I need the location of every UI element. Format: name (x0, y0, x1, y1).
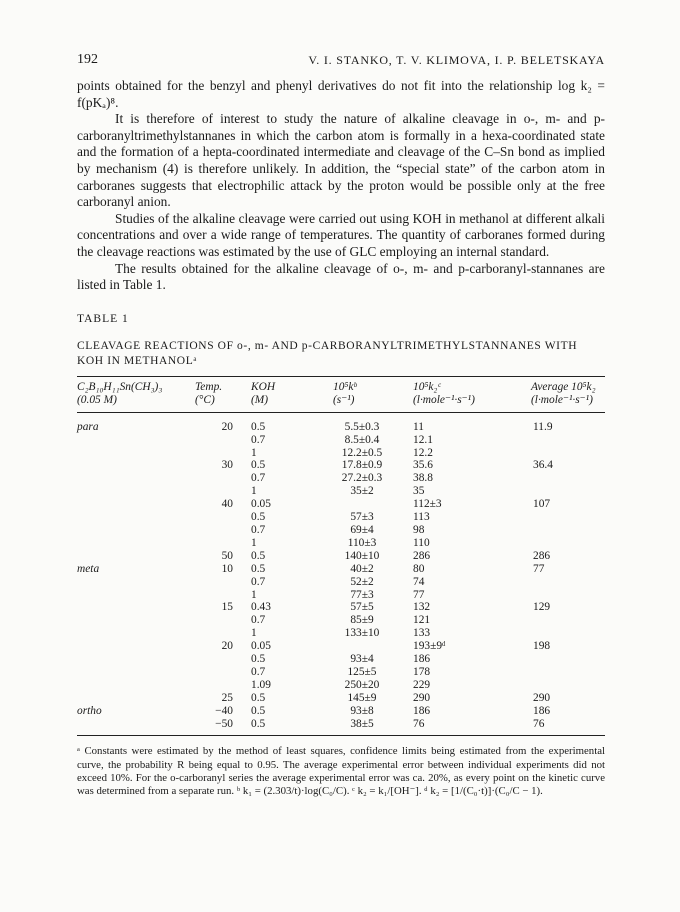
cell-average-k2 (503, 666, 605, 679)
header-koh: KOH (M) (251, 380, 276, 406)
cell-temp (185, 524, 251, 537)
cell-compound (77, 447, 185, 460)
cell-k1: 93±4 (350, 653, 374, 666)
cell-k2: 12.2 (413, 446, 433, 459)
header-k2: 10⁵k₂ᶜ (l·mole⁻¹·s⁻¹) (413, 380, 475, 406)
cell-koh: 0.43 (251, 601, 271, 614)
cell-temp: 20 (221, 420, 233, 433)
cell-average-k2: 107 (533, 498, 551, 511)
cell-temp (185, 614, 251, 627)
cell-k2: 98 (413, 523, 425, 536)
cell-temp: 50 (221, 549, 233, 562)
cell-k1: 133±10 (344, 627, 380, 640)
table-row (77, 511, 605, 524)
cell-compound (77, 472, 185, 485)
running-title-authors: V. I. STANKO, T. V. KLIMOVA, I. P. BELETSKAYA (308, 53, 605, 67)
table-row (77, 550, 605, 563)
cell-k1: 27.2±0.3 (341, 472, 383, 485)
running-head (77, 52, 605, 72)
cell-temp: −50 (215, 717, 233, 730)
cell-koh: 0.7 (251, 523, 266, 536)
cell-koh: 1 (251, 627, 257, 640)
table-footnotes (77, 745, 605, 798)
cell-k2: 229 (413, 678, 431, 691)
cell-compound (77, 614, 185, 627)
cell-compound (77, 589, 185, 602)
cell-temp: 10 (221, 562, 233, 575)
cell-average-k2 (503, 537, 605, 550)
cell-average-k2 (503, 627, 605, 640)
cell-temp: 30 (221, 459, 233, 472)
table-row (77, 666, 605, 679)
cell-k2: 193±9ᵈ (413, 640, 446, 653)
cell-temp (185, 589, 251, 602)
cell-k2: 186 (413, 704, 431, 717)
cell-k1: 57±5 (350, 601, 374, 614)
cell-k2: 80 (413, 562, 425, 575)
cell-temp (185, 666, 251, 679)
cell-compound (77, 640, 185, 653)
body-text (77, 78, 605, 294)
table-row (77, 434, 605, 447)
cell-k1: 17.8±0.9 (341, 459, 383, 472)
paragraph-1: points obtained for the benzyl and phenyl derivatives do not fit into the relationship log k₂ = f(pKₐ)⁸. (77, 78, 605, 110)
cell-compound (77, 679, 185, 692)
cell-koh: 0.5 (251, 459, 266, 472)
table-caption: CLEAVAGE REACTIONS OF o-, m- AND p-CARBORANYLTRIMETHYLSTANNANES WITH KOH IN METHANOLᵃ (77, 339, 578, 367)
cell-k2: 286 (413, 549, 431, 562)
paragraph-3: Studies of the alkaline cleavage were carried out using KOH in methanol at different alkali concentrations and over a wide range of temperatures. The quantity of carboranes formed during the cleavage reactions was estimated by the use of GLC employing an internal standard. (77, 210, 605, 259)
cell-koh: 0.05 (251, 498, 271, 511)
table-row (77, 498, 605, 511)
cell-k2: 132 (413, 601, 431, 614)
cell-average-k2: 77 (533, 562, 545, 575)
cell-compound (77, 692, 185, 705)
cell-temp (185, 627, 251, 640)
cell-k2: 121 (413, 614, 431, 627)
header-average-k2: Average 10⁵k₂ (l·mole⁻¹·s⁻¹) (531, 380, 596, 406)
cell-k2: 12.1 (413, 433, 433, 446)
cell-average-k2: 36.4 (533, 459, 553, 472)
cell-k1: 52±2 (350, 575, 374, 588)
table-row (77, 653, 605, 666)
table-row (77, 447, 605, 460)
cell-average-k2 (503, 653, 605, 666)
cell-compound (77, 718, 185, 736)
cell-k1 (311, 640, 413, 653)
table-header-row (77, 376, 605, 412)
cell-k2: 11 (413, 420, 424, 433)
cell-koh: 0.5 (251, 511, 266, 524)
cell-compound (77, 653, 185, 666)
cell-koh: 0.5 (251, 420, 266, 433)
cell-temp: 20 (221, 640, 233, 653)
cell-temp (185, 485, 251, 498)
cell-temp (185, 537, 251, 550)
table-row (77, 412, 605, 433)
cell-k1: 110±3 (347, 536, 377, 549)
cell-koh: 0.05 (251, 640, 271, 653)
cell-compound (77, 498, 185, 511)
cell-k2: 35.6 (413, 459, 433, 472)
cell-average-k2 (503, 524, 605, 537)
paragraph-4: The results obtained for the alkaline cleavage of o-, m- and p-carboranyl-stannanes are listed in Table 1. (77, 260, 605, 293)
cell-k2: 133 (413, 627, 431, 640)
cell-compound (77, 485, 185, 498)
header-temp: Temp. (°C) (195, 380, 223, 406)
cell-k2: 110 (413, 536, 430, 549)
cell-k2: 178 (413, 665, 431, 678)
cell-k2: 74 (413, 575, 425, 588)
table-row (77, 537, 605, 550)
table-body (77, 412, 605, 736)
cell-k1: 35±2 (350, 485, 374, 498)
table-row (77, 485, 605, 498)
cell-k1 (311, 498, 413, 511)
cell-temp (185, 576, 251, 589)
cell-average-k2: 186 (533, 704, 551, 717)
cell-k2: 290 (413, 691, 431, 704)
table-row (77, 679, 605, 692)
cell-average-k2 (503, 614, 605, 627)
cell-koh: 1 (251, 588, 257, 601)
table-row (77, 640, 605, 653)
cell-k1: 40±2 (350, 562, 374, 575)
cell-k1: 57±3 (350, 511, 374, 524)
cell-k2: 38.8 (413, 472, 433, 485)
table-row (77, 524, 605, 537)
cell-average-k2: 198 (533, 640, 551, 653)
cell-koh: 0.7 (251, 433, 266, 446)
data-table (77, 376, 605, 737)
cell-temp (185, 434, 251, 447)
cell-koh: 1.09 (251, 678, 271, 691)
cell-compound (77, 666, 185, 679)
cell-koh: 0.7 (251, 665, 266, 678)
cell-k1: 250±20 (344, 678, 380, 691)
table-label: TABLE 1 (77, 312, 129, 325)
cell-k2: 112±3 (413, 498, 442, 511)
table-row (77, 705, 605, 718)
cell-koh: 0.5 (251, 704, 266, 717)
cell-koh: 1 (251, 446, 257, 459)
cell-compound (77, 601, 185, 614)
cell-k2: 186 (413, 653, 431, 666)
cell-average-k2: 290 (533, 691, 551, 704)
cell-compound: meta (77, 562, 100, 575)
cell-temp: −40 (215, 704, 233, 717)
table-row (77, 601, 605, 614)
journal-page (77, 52, 605, 799)
cell-temp: 40 (221, 498, 233, 511)
cell-compound (77, 576, 185, 589)
table-row (77, 459, 605, 472)
cell-k1: 125±5 (347, 665, 377, 678)
table-row (77, 576, 605, 589)
cell-average-k2 (503, 485, 605, 498)
cell-compound (77, 550, 185, 563)
table-row (77, 627, 605, 640)
cell-k2: 35 (413, 485, 425, 498)
cell-k1: 93±8 (350, 704, 374, 717)
cell-average-k2 (503, 447, 605, 460)
page-number: 192 (77, 52, 98, 67)
cell-koh: 0.7 (251, 575, 266, 588)
table-row (77, 472, 605, 485)
cell-koh: 0.5 (251, 691, 266, 704)
cell-average-k2: 76 (533, 717, 545, 730)
cell-k1: 8.5±0.4 (344, 433, 380, 446)
cell-temp (185, 472, 251, 485)
cell-k1: 145±9 (347, 691, 377, 704)
cell-koh: 1 (251, 536, 257, 549)
footnote-text: ᵃ Constants were estimated by the method of least squares, confidence limits being estimated from the experimental curve, the probability R being equal to 0.95. The average experimental error between individual experiments did not exceed 10%. For the o-carboranyl series the average experimental error was ca. 20%, as every point on the kinetic curve was determined from a separate run. ᵇ k₁ = (2.303/t)·log(C₀/C). ᶜ k₂ = k₁/[OH⁻]. ᵈ k₂ = [1/(C₀·t)]·(C₀/C − 1). (77, 745, 605, 798)
cell-koh: 0.5 (251, 562, 266, 575)
cell-k1: 12.2±0.5 (341, 446, 383, 459)
cell-k1: 5.5±0.3 (344, 420, 380, 433)
cell-k2: 77 (413, 588, 425, 601)
cell-average-k2: 11.9 (533, 420, 553, 433)
table-row (77, 589, 605, 602)
cell-koh: 0.5 (251, 717, 266, 730)
cell-average-k2: 129 (533, 601, 551, 614)
cell-compound (77, 459, 185, 472)
cell-average-k2 (503, 434, 605, 447)
cell-koh: 0.7 (251, 472, 266, 485)
cell-k1: 38±5 (350, 717, 374, 730)
cell-compound: ortho (77, 704, 102, 717)
cell-temp (185, 653, 251, 666)
cell-k1: 85±9 (350, 614, 374, 627)
cell-compound (77, 524, 185, 537)
table-row (77, 692, 605, 705)
cell-temp (185, 511, 251, 524)
cell-average-k2 (503, 589, 605, 602)
cell-average-k2 (503, 576, 605, 589)
cell-koh: 0.7 (251, 614, 266, 627)
cell-temp (185, 679, 251, 692)
cell-k1: 69±4 (350, 523, 374, 536)
cell-koh: 0.5 (251, 653, 266, 666)
cell-k2: 113 (413, 511, 430, 524)
cell-koh: 1 (251, 485, 257, 498)
cell-compound: para (77, 420, 99, 433)
cell-average-k2 (503, 679, 605, 692)
cell-k1: 140±10 (344, 549, 380, 562)
cell-compound (77, 537, 185, 550)
cell-temp: 25 (221, 691, 233, 704)
table-row (77, 718, 605, 736)
cell-average-k2 (503, 511, 605, 524)
table-row (77, 614, 605, 627)
cell-k1: 77±3 (350, 588, 374, 601)
cell-compound (77, 434, 185, 447)
header-k1: 10⁵kᵇ (s⁻¹) (333, 380, 357, 406)
paragraph-2: It is therefore of interest to study the nature of alkaline cleavage in o-, m- and p-carboranyltrimethylstannanes in which the carbon atom is formally in a hexa-coordinated state and the formation of a hepta-coordinated intermediate and cleavage of the C–Sn bond as implied by mechanism (4) is therefore unlikely. In addition, the “special state” of the carbon atom in carboranes suggests that electrophilic attack by the proton would be possible only at the free carboranyl anion. (77, 111, 605, 210)
header-compound: C₂B₁₀H₁₁Sn(CH₃)₃ (0.05 M) (77, 380, 163, 406)
cell-k2: 76 (413, 717, 425, 730)
table-row (77, 563, 605, 576)
cell-average-k2 (503, 472, 605, 485)
cell-compound (77, 627, 185, 640)
cell-average-k2: 286 (533, 549, 551, 562)
cell-compound (77, 511, 185, 524)
cell-temp: 15 (221, 601, 233, 614)
cell-temp (185, 447, 251, 460)
cell-koh: 0.5 (251, 549, 266, 562)
